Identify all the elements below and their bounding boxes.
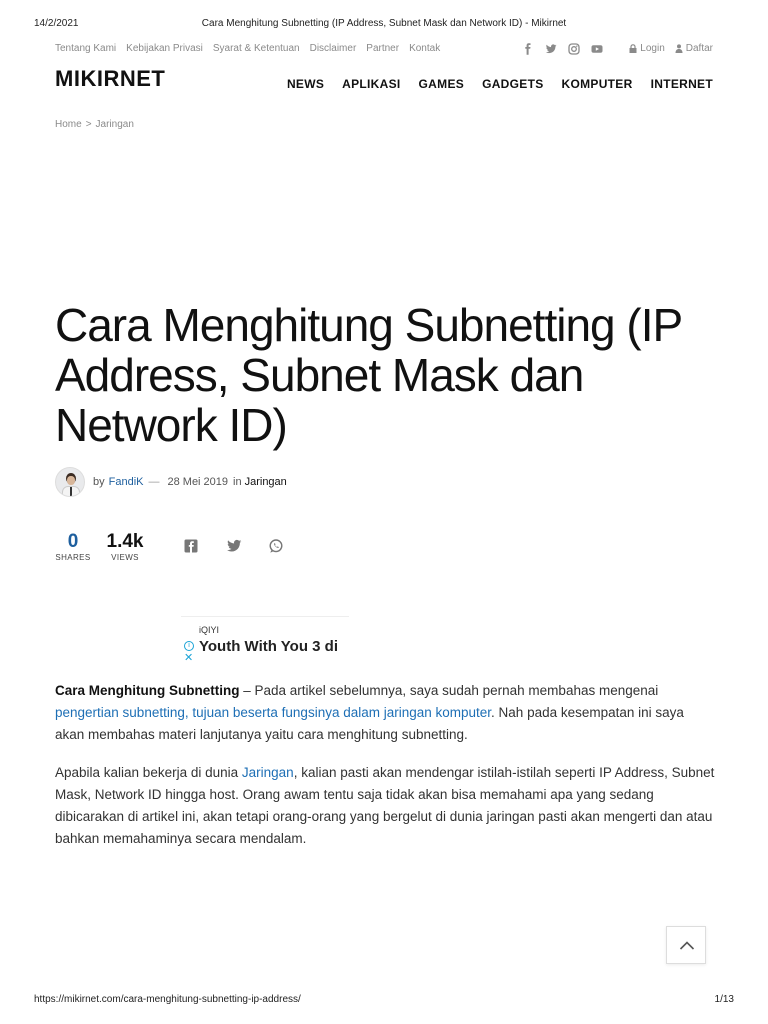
nav-internet[interactable]: INTERNET	[650, 77, 713, 91]
site-logo-text: MIKIRNET	[55, 70, 165, 91]
user-icon	[675, 44, 683, 53]
article-paragraph-1	[55, 680, 715, 746]
top-link-tentang-kami[interactable]: Tentang Kami	[55, 43, 117, 54]
views-count: 1.4k	[106, 531, 144, 552]
print-header	[0, 18, 768, 30]
meta-in: in	[233, 476, 242, 488]
meta-dash: —	[148, 476, 160, 488]
views-label: VIEWS	[111, 553, 139, 562]
subnetting-article-link[interactable]: pengertian subnetting, tujuan beserta fungsinya dalam jaringan komputer	[55, 705, 492, 720]
ad-brand: iQIYI	[199, 625, 220, 635]
ad-banner[interactable]	[181, 616, 349, 666]
shares-label: SHARES	[55, 553, 91, 562]
instagram-icon[interactable]	[568, 43, 580, 55]
lock-icon	[629, 44, 637, 53]
top-link-kebijakan-privasi[interactable]: Kebijakan Privasi	[126, 43, 203, 54]
nav-games[interactable]: GAMES	[418, 77, 465, 91]
nav-komputer[interactable]: KOMPUTER	[561, 77, 633, 91]
register-label: Daftar	[685, 43, 713, 54]
auth-links	[629, 43, 713, 54]
jaringan-link[interactable]: Jaringan	[241, 765, 294, 780]
p2-text-2: , kalian pasti akan mendengar istilah-istilah seperti IP Address, Subnet Mask, Network ID hingga host. Orang awam tentu saja tidak akan bisa memahami apa yang sedang dibicarakan di artikel ini, akan tetapi orang-orang yang bergelut di dunia jaringan pasti akan mengerti dan atau bahkan memahaminya secara mendalam.	[55, 765, 715, 846]
ad-headline: Youth With You 3 di	[199, 638, 339, 655]
shares-stat	[55, 532, 91, 562]
breadcrumb-current[interactable]: Jaringan	[95, 119, 134, 130]
top-bar	[55, 43, 713, 57]
publish-date: 28 Mei 2019	[167, 476, 229, 488]
login-label: Login	[640, 43, 665, 54]
nav-aplikasi[interactable]: APLIKASI	[342, 77, 401, 91]
nav-news[interactable]: NEWS	[286, 77, 325, 91]
ad-info-icon[interactable]: i	[184, 641, 194, 651]
print-date: 14/2/2021	[34, 18, 79, 29]
article-meta	[55, 466, 287, 498]
top-link-kontak[interactable]: Kontak	[409, 43, 441, 54]
top-link-syarat-ketentuan[interactable]: Syarat & Ketentuan	[212, 43, 300, 54]
share-facebook-icon[interactable]	[183, 538, 199, 554]
twitter-icon[interactable]	[545, 43, 557, 55]
views-stat	[105, 532, 145, 562]
top-link-partner[interactable]: Partner	[366, 43, 400, 54]
scroll-top-button[interactable]	[666, 926, 706, 964]
share-twitter-icon[interactable]	[226, 538, 242, 554]
breadcrumb	[55, 119, 134, 130]
article-title: Cara Menghitung Subnetting (IP Address, Subnet Mask dan Network ID)	[55, 299, 682, 451]
print-footer	[0, 994, 768, 1006]
main-nav	[287, 77, 713, 91]
p1-text-2: . Nah pada kesempatan ini saya akan membahas materi lanjutanya yaitu cara menghitung subnetting.	[55, 705, 684, 742]
social-links	[522, 43, 603, 55]
p2-text-1: Apabila kalian bekerja di dunia	[55, 765, 242, 780]
print-page-number: 1/13	[714, 994, 734, 1005]
nav-gadgets[interactable]: GADGETS	[482, 77, 544, 91]
facebook-icon[interactable]	[522, 43, 534, 55]
p1-text-1: – Pada artikel sebelumnya, saya sudah pernah membahas mengenai	[239, 683, 659, 698]
top-link-disclaimer[interactable]: Disclaimer	[309, 43, 357, 54]
category-link[interactable]: Jaringan	[244, 476, 287, 488]
login-link[interactable]	[629, 43, 664, 54]
author-avatar[interactable]	[55, 467, 85, 497]
meta-by: by	[93, 476, 105, 488]
register-link[interactable]	[675, 43, 713, 54]
author-link[interactable]: FandiK	[108, 476, 144, 488]
breadcrumb-home[interactable]: Home	[55, 119, 82, 130]
shares-count: 0	[67, 531, 79, 552]
print-url: https://mikirnet.com/cara-menghitung-subnetting-ip-address/	[34, 994, 301, 1005]
breadcrumb-separator: >	[85, 119, 92, 130]
site-logo[interactable]	[55, 70, 165, 92]
share-whatsapp-icon[interactable]	[268, 538, 284, 554]
article-paragraph-2	[55, 762, 715, 850]
chevron-up-icon	[667, 927, 707, 965]
ad-close-icon[interactable]: ✕	[184, 652, 194, 664]
top-links	[55, 43, 440, 54]
youtube-icon[interactable]	[591, 43, 603, 55]
intro-bold: Cara Menghitung Subnetting	[55, 683, 240, 698]
print-page-title: Cara Menghitung Subnetting (IP Address, Subnet Mask dan Network ID) - Mikirnet	[201, 18, 567, 29]
